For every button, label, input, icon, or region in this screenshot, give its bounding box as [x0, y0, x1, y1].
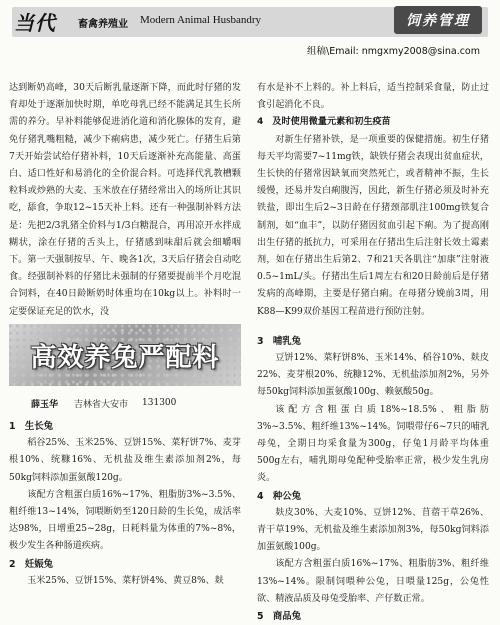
body-paragraph: 达到断奶高峰，30天后断乳量逐渐下降，而此时仔猪的发育却处于逐渐加快时期，单吃母乳已经不能满足其生长所需的养分。早补料能够促进消化道和消化腺体的发育，避免仔猪乳嘴粗糙，减少下痢病患，减少死亡。仔猪生后第7天开始尝试给仔猪补料，10天后逐渐补充高能量、高蛋白、适口性好和易消化的全价混合料。可选择代乳教槽颗粒料或炒熟的大麦、玉米放在仔猪经常出入的场所让其识吃，舔食，争取12~15天补上料。还有一种强制补料方法是：先把2/3乳猪全价料与1/3白糖混合，再用凉开水拌成糊状，涂在仔猪的舌头上，仔猪感到味甜后就会细嚼咽下。第一天强制按早、午、晚各1次，3天后仔猪会自动吃食。经强制补料的仔猪比未强制的仔猪要提前半个月吃混合饲料，在40日龄断奶时体重均在10kg以上。补料时一定要保证充足的饮水，没: [9, 83, 241, 317]
body-paragraph: 该配方含粗蛋白质16%~17%、粗脂肪3%、粗纤维13%~14%。限制饲喂种公兔，日喂量125g，公兔性欲、精液品质及母兔受胎率、产仔数正常。: [257, 559, 489, 604]
body-paragraph: 有水是补不上料的。补上料后，适当控制采食量，防止过食引起消化不良。: [257, 83, 489, 111]
column-tag-label: 饲养管理: [406, 13, 470, 29]
section-heading: 4 及时使用微量元素和初生疫苗: [257, 117, 391, 128]
body-paragraph: 麸皮30%、大麦10%、豆饼12%、苜蓿干草26%、青干草19%、无机盐及维生素添加剂3%，每50kg饲料添加蛋氨酸100g。: [257, 507, 489, 553]
column-tag: [394, 6, 482, 34]
body-paragraph: 该配方含粗蛋白质16%~17%、粗脂肪3%~3.5%、粗纤维13~14%，饲喂断奶至120日龄的生长兔，成活率达98%，日增重25~28g，日耗料量为体重的7%~8%，极少发生各种肠道疾病。: [9, 489, 241, 552]
article-byline: [9, 394, 241, 412]
article-title: 高效养兔严配料: [30, 342, 220, 373]
magazine-brand-english: Modern Animal Husbandry: [140, 14, 261, 26]
left-column-bottom: [9, 418, 241, 590]
body-paragraph: 对新生仔猪补铁，是一项重要的保健措施。初生仔猪每天平均需要7~11mg铁，缺铁仔猪会表现出贫血症状，生长快的仔猪常因缺氧而突然死亡，或者精神不振，生长缓慢，还易并发白痢腹泻，因此，新生仔猪必须及时补充铁盐，即出生后2~3日龄在仔猪颈部肌注100mg铁复合制剂，如“血丰”，以防仔猪因贫血引起下痢。为了提高刚出生仔猪的抵抗力，可采用在仔猪出生后注射长效土霉素剂，如在仔猪出生后第2、7和21天各肌注“加康”注射液0.5~1mL/头。仔猪出生后1周左右和20日龄前后是仔猪发病的高峰期，主要是仔猪白痢。在母猪分娩前3周，用K88—K99双价基因工程苗进行预防注射。: [257, 134, 489, 317]
body-paragraph: 该配方含粗蛋白质18%~18.5%、粗脂肪3%~3.5%、粗纤维13%~14%。饲喂带仔6~7只的哺乳母兔，全期日均采食量为300g，仔兔1月龄平均体重500g左右，哺乳期母兔配种受胎率正常，极少发生乳房炎。: [257, 404, 489, 484]
section-heading: 1 生长兔: [9, 421, 54, 432]
body-paragraph: 稻谷25%、玉米25%、豆饼15%、菜籽饼7%、麦芽根10%、统糠16%、无机盐及维生素添加剂2%，每50kg饲料添加蛋氨酸120g。: [9, 438, 241, 483]
left-column-top: [9, 80, 241, 321]
page-header: [0, 0, 500, 62]
body-paragraph: 玉米25%、豆饼15%、菜籽饼4%、黄豆8%、麸: [27, 575, 224, 586]
section-heading: 3 哺乳兔: [257, 335, 302, 347]
right-column: [257, 80, 489, 625]
body-paragraph: 豆饼12%、菜籽饼8%、玉米14%、稻谷10%、麸皮22%、麦芽根20%、统糠12%、无机盐添加剂2%，另外每50kg饲料添加蛋氨酸100g、赖氨酸50g。: [257, 353, 489, 398]
author-unit: 吉林省大安市: [74, 399, 129, 410]
article-title-banner: [9, 324, 241, 386]
spacer: [257, 321, 489, 333]
magazine-brand: 当代: [14, 11, 56, 35]
magazine-brand-sub: 畜禽养殖业: [78, 19, 128, 30]
submission-email: 组稿\Email: nmgxmy2008@sina.com: [307, 46, 480, 57]
section-heading: 4 种公兔: [257, 490, 302, 502]
section-heading: 5 商品兔: [257, 611, 302, 623]
author-name: 薛玉华: [31, 399, 59, 410]
zip-code: 131300: [142, 398, 177, 408]
section-heading: 2 妊娠兔: [9, 558, 54, 570]
